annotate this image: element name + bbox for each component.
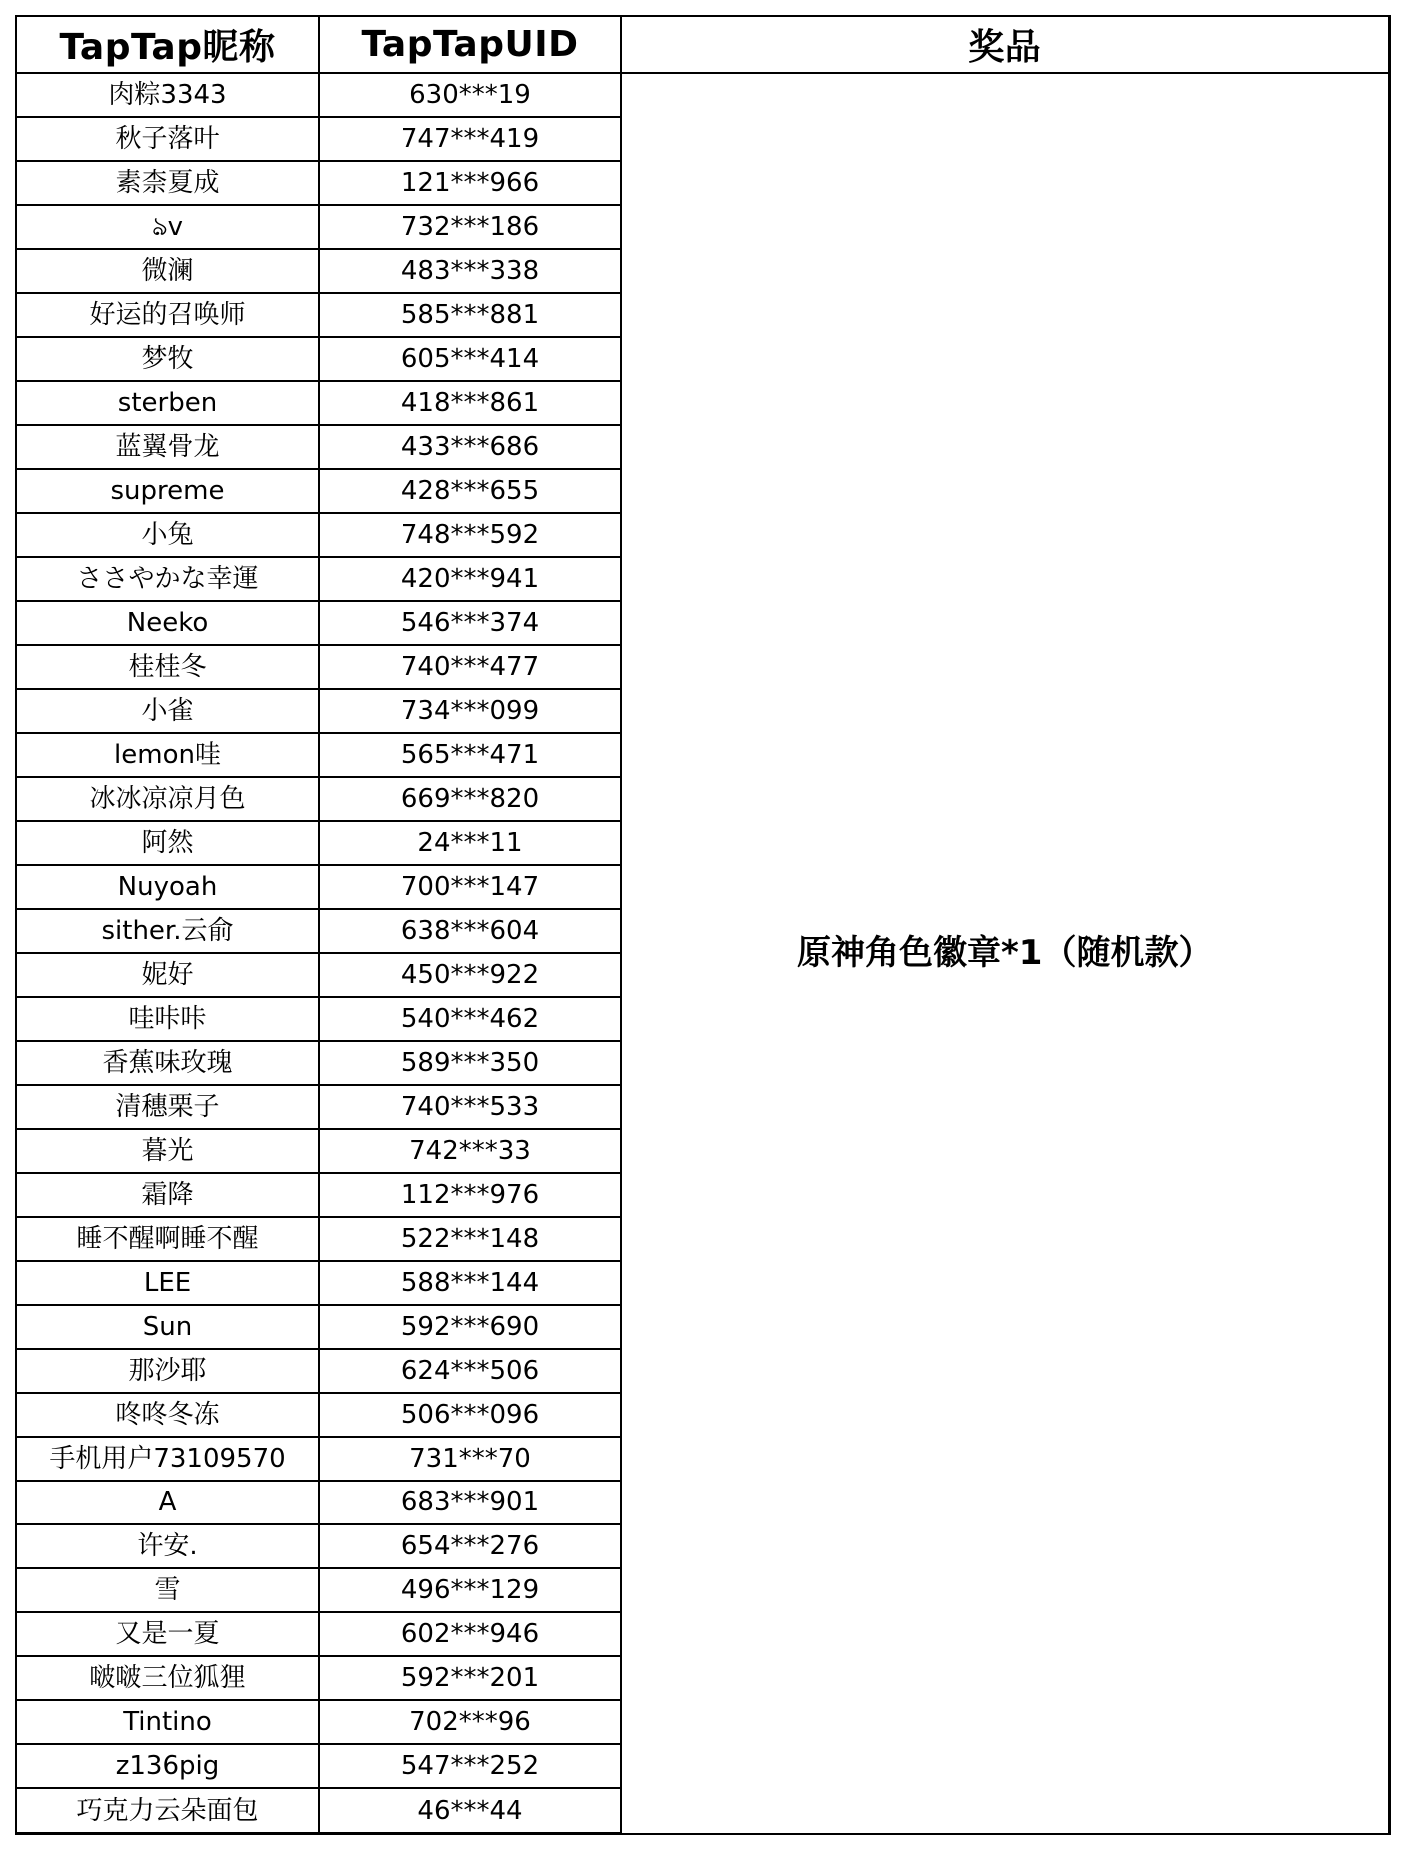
nickname-cell: 香蕉味玫瑰 (16, 1041, 319, 1085)
nickname-cell: LEE (16, 1261, 319, 1305)
uid-cell: 588***144 (319, 1261, 621, 1305)
uid-cell: 630***19 (319, 73, 621, 117)
nickname-cell: 梦牧 (16, 337, 319, 381)
uid-cell: 602***946 (319, 1612, 621, 1656)
nickname-cell: 巧克力云朵面包 (16, 1788, 319, 1833)
uid-cell: 742***33 (319, 1129, 621, 1173)
uid-cell: 450***922 (319, 953, 621, 997)
nickname-cell: 暮光 (16, 1129, 319, 1173)
uid-cell: 731***70 (319, 1437, 621, 1481)
nickname-cell: ささやかな幸運 (16, 557, 319, 601)
uid-cell: 585***881 (319, 293, 621, 337)
nickname-cell: sterben (16, 381, 319, 425)
uid-cell: 734***099 (319, 689, 621, 733)
uid-cell: 605***414 (319, 337, 621, 381)
nickname-cell: 那沙耶 (16, 1349, 319, 1393)
uid-cell: 24***11 (319, 821, 621, 865)
nickname-cell: sither.云俞 (16, 909, 319, 953)
table-row (16, 73, 1389, 117)
uid-cell: 702***96 (319, 1700, 621, 1744)
uid-cell: 700***147 (319, 865, 621, 909)
nickname-cell: 阿然 (16, 821, 319, 865)
nickname-cell: 又是一夏 (16, 1612, 319, 1656)
uid-cell: 121***966 (319, 161, 621, 205)
nickname-cell: 桂桂冬 (16, 645, 319, 689)
uid-cell: 506***096 (319, 1393, 621, 1437)
uid-cell: 546***374 (319, 601, 621, 645)
uid-cell: 496***129 (319, 1568, 621, 1612)
winner-rows (16, 73, 1389, 1834)
uid-cell: 589***350 (319, 1041, 621, 1085)
nickname-cell: 许安. (16, 1524, 319, 1568)
uid-cell: 747***419 (319, 117, 621, 161)
header-row (16, 16, 1389, 73)
uid-cell: 748***592 (319, 513, 621, 557)
uid-cell: 638***604 (319, 909, 621, 953)
uid-cell: 592***201 (319, 1656, 621, 1700)
nickname-cell: ঌv (16, 205, 319, 249)
nickname-cell: 咚咚冬冻 (16, 1393, 319, 1437)
uid-cell: 565***471 (319, 733, 621, 777)
uid-cell: 540***462 (319, 997, 621, 1041)
nickname-cell: 霜降 (16, 1173, 319, 1217)
nickname-cell: 小兔 (16, 513, 319, 557)
nickname-cell: 手机用户73109570 (16, 1437, 319, 1481)
uid-cell: 740***533 (319, 1085, 621, 1129)
nickname-cell: 素柰夏成 (16, 161, 319, 205)
uid-cell: 732***186 (319, 205, 621, 249)
uid-cell: 654***276 (319, 1524, 621, 1568)
uid-cell: 522***148 (319, 1217, 621, 1261)
header-prize: 奖品 (621, 16, 1389, 73)
nickname-cell: 小雀 (16, 689, 319, 733)
nickname-cell: lemon哇 (16, 733, 319, 777)
nickname-cell: 清穗栗子 (16, 1085, 319, 1129)
nickname-cell: Neeko (16, 601, 319, 645)
uid-cell: 669***820 (319, 777, 621, 821)
nickname-cell: A (16, 1481, 319, 1525)
nickname-cell: z136pig (16, 1744, 319, 1788)
header-uid: TapTapUID (319, 16, 621, 73)
header-nickname: TapTap昵称 (16, 16, 319, 73)
uid-cell: 624***506 (319, 1349, 621, 1393)
nickname-cell: 冰冰凉凉月色 (16, 777, 319, 821)
nickname-cell: 肉粽3343 (16, 73, 319, 117)
prize-cell: 原神角色徽章*1（随机款） (621, 73, 1389, 1834)
nickname-cell: 秋子落叶 (16, 117, 319, 161)
nickname-cell: 睡不醒啊睡不醒 (16, 1217, 319, 1261)
winners-sheet (15, 15, 1388, 1835)
uid-cell: 683***901 (319, 1481, 621, 1525)
uid-cell: 740***477 (319, 645, 621, 689)
uid-cell: 433***686 (319, 425, 621, 469)
uid-cell: 46***44 (319, 1788, 621, 1833)
nickname-cell: supreme (16, 469, 319, 513)
uid-cell: 420***941 (319, 557, 621, 601)
uid-cell: 592***690 (319, 1305, 621, 1349)
uid-cell: 418***861 (319, 381, 621, 425)
uid-cell: 483***338 (319, 249, 621, 293)
nickname-cell: 雪 (16, 1568, 319, 1612)
nickname-cell: Nuyoah (16, 865, 319, 909)
uid-cell: 428***655 (319, 469, 621, 513)
nickname-cell: 蓝翼骨龙 (16, 425, 319, 469)
nickname-cell: Tintino (16, 1700, 319, 1744)
nickname-cell: 微澜 (16, 249, 319, 293)
nickname-cell: 好运的召唤师 (16, 293, 319, 337)
uid-cell: 547***252 (319, 1744, 621, 1788)
nickname-cell: Sun (16, 1305, 319, 1349)
nickname-cell: 啵啵三位狐狸 (16, 1656, 319, 1700)
nickname-cell: 哇咔咔 (16, 997, 319, 1041)
uid-cell: 112***976 (319, 1173, 621, 1217)
winners-table (15, 15, 1391, 1835)
nickname-cell: 妮好 (16, 953, 319, 997)
